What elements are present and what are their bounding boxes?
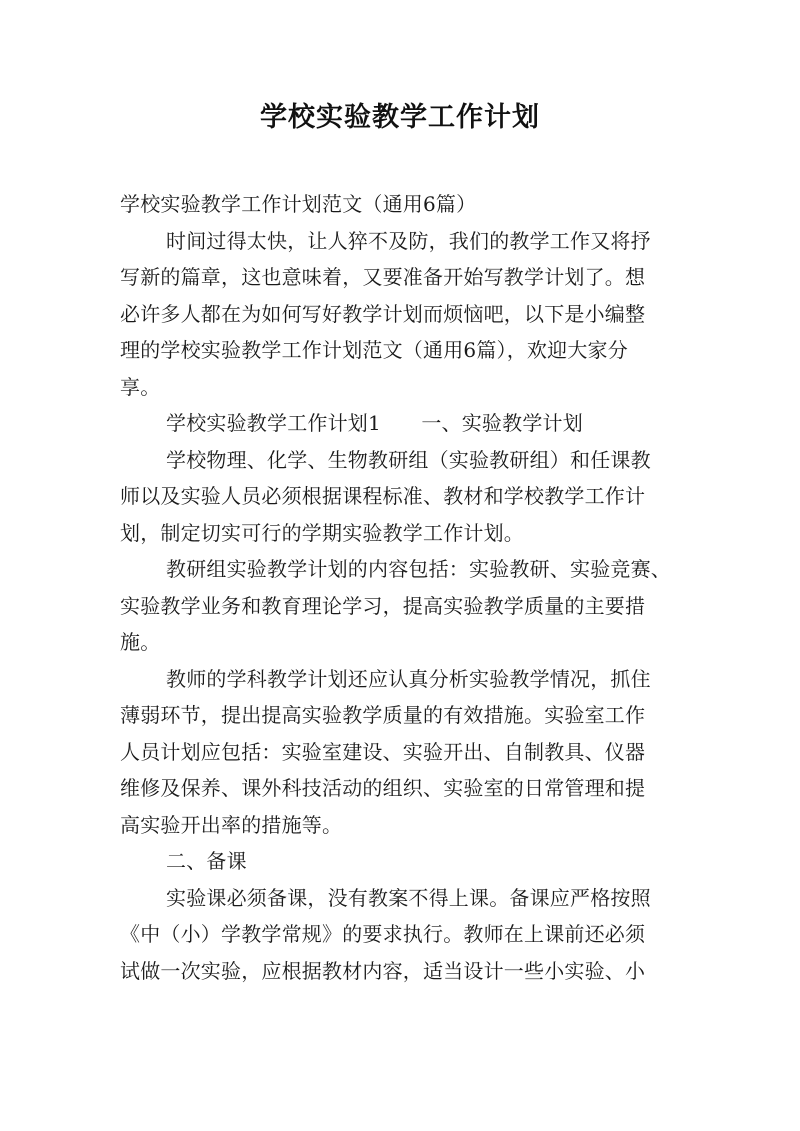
body-line: 维修及保养、课外科技活动的组织、实验室的日常管理和提 (120, 776, 646, 800)
body-line: 高实验开出率的措施等。 (120, 812, 343, 837)
body-line: 学校实验教学工作计划1 一、实验教学计划 (166, 411, 583, 435)
document-body (120, 186, 685, 989)
body-line: 试做一次实验，应根据教材内容，适当设计一些小实验、小 (120, 958, 646, 983)
body-line: 时间过得太快，让人猝不及防，我们的教学工作又将抒 (166, 228, 651, 253)
body-line: 教研组实验教学计划的内容包括：实验教研、实验竞赛、 (166, 557, 671, 581)
document-title: 学校实验教学工作计划 (260, 102, 540, 133)
body-line: 学校物理、化学、生物教研组（实验教研组）和任课教 (166, 447, 651, 472)
body-line: 《中（小）学教学常规》的要求执行。教师在上课前还必须 (120, 922, 646, 946)
body-line: 实验课必须备课，没有教案不得上课。备课应严格按照 (166, 885, 651, 910)
section-heading: 二、备课 (166, 849, 247, 873)
body-line: 人员计划应包括：实验室建设、实验开出、自制教具、仪器 (120, 739, 646, 764)
body-line: 理的学校实验教学工作计划范文（通用6篇），欢迎大家分 (120, 338, 628, 362)
body-line: 师以及实验人员必须根据课程标准、教材和学校教学工作计 (120, 484, 646, 508)
body-line: 学校实验教学工作计划范文（通用6篇） (120, 192, 477, 216)
body-line: 写新的篇章，这也意味着，又要准备开始写教学计划了。想 (120, 265, 646, 289)
body-line: 教师的学科教学计划还应认真分析实验教学情况，抓住 (166, 666, 651, 691)
body-line: 薄弱环节，提出提高实验教学质量的有效措施。实验室工作 (120, 703, 646, 727)
body-line: 施。 (120, 630, 161, 654)
body-line: 划，制定切实可行的学期实验教学工作计划。 (120, 520, 524, 545)
body-line: 享。 (120, 374, 161, 399)
body-line: 实验教学业务和教育理论学习，提高实验教学质量的主要措 (120, 593, 646, 618)
body-line: 必许多人都在为如何写好教学计划而烦恼吧，以下是小编整 (120, 301, 646, 326)
